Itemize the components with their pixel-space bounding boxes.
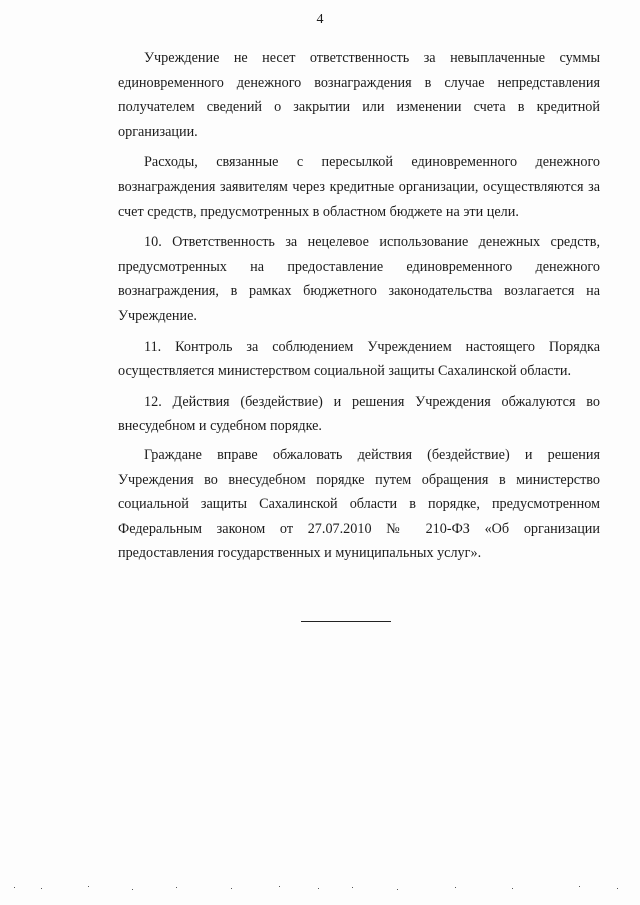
paragraph-12-appeals: 12. Действия (бездействие) и решения Учреждения обжалуются во внесудебном и судебном порядке.: [118, 393, 600, 435]
document-body: [118, 46, 600, 572]
scan-artifact-strip: [0, 884, 640, 892]
paragraph-account-liability: Учреждение не несет ответственность за невыплаченные суммы единовременного денежного вознаграждения в случае непредставления получателем сведений о закрытии или изменении счета в кредитной организации.: [118, 50, 600, 140]
paragraph-11-oversight: 11. Контроль за соблюдением Учреждением настоящего Порядка осуществляется министерством социальной защиты Сахалинской области.: [118, 338, 600, 380]
paragraph-10-misuse-liability: 10. Ответственность за нецелевое использование денежных средств, предусмотренных на предоставление единовременного денежного вознаграждения, в рамках бюджетного законодательства возлагается на Учреждение.: [118, 234, 600, 324]
paragraph-citizens-appeal-right: Граждане вправе обжаловать действия (бездействие) и решения Учреждения во внесудебном порядке путем обращения в министерство социальной защиты Сахалинской области в порядке, предусмотренном Федеральным законом от 27.07.2010 № 210-ФЗ «Об организации предоставления государственных и муниципальных услуг».: [118, 446, 600, 562]
end-of-text-rule: [301, 621, 391, 622]
paragraph-forwarding-costs: Расходы, связанные с пересылкой единовременного денежного вознаграждения заявителям через кредитные организации, осуществляются за счет средств, предусмотренных в областном бюджете на эти цели.: [118, 154, 600, 220]
page-number: 4: [316, 12, 324, 27]
